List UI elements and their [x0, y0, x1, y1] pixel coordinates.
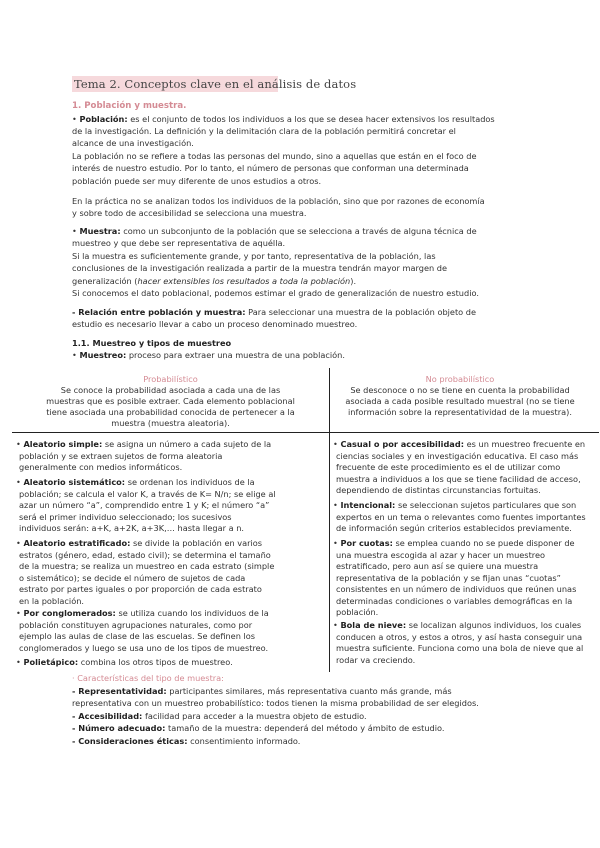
- muestreo-line: • Muestreo: proceso para extraer una muestra de una población.: [72, 350, 345, 360]
- caract-item-4: - Consideraciones éticas: consentimiento informado.: [72, 736, 301, 746]
- muestreo-label: Muestreo:: [79, 350, 127, 360]
- poblacion-line1: • Población: es el conjunto de todos los individuos a los que se desea hacer extensivos los resultados: [72, 114, 495, 124]
- prob-item-4: • Por conglomerados: se utiliza cuando los individuos de la: [16, 608, 269, 618]
- noprob-desc-1: Se desconoce o no se tiene en cuenta la probabilidad: [350, 385, 570, 395]
- noprob-item-3-text: se emplea cuando no se puede disponer de: [395, 538, 575, 548]
- prob-item-2-text: se ordenan los individuos de la: [127, 477, 255, 487]
- relacion-text: Para seleccionar una muestra de la población objeto de: [248, 307, 477, 317]
- caract-item-2-text: facilidad para acceder a la muestra objeto de estudio.: [144, 711, 367, 721]
- noprob-item-4-label: Bola de nieve:: [340, 620, 407, 630]
- section-heading: 1. Población y muestra.: [72, 101, 187, 111]
- relacion-line1: - Relación entre población y muestra: Para seleccionar una muestra de la población objeto de: [72, 307, 477, 317]
- prob-desc-1: Se conoce la probabilidad asociada a cada una de las: [60, 385, 281, 395]
- noprob-item-4-text: se localizan algunos individuos, los cuales: [408, 620, 582, 630]
- prob-item-4-label: Por conglomerados:: [23, 608, 116, 618]
- relacion-label: Relación entre población y muestra:: [78, 307, 246, 317]
- prob-desc-2: muestras que es posible extraer. Cada elemento poblacional: [46, 396, 295, 406]
- muestra-line5: [72, 275, 356, 287]
- prob-desc-4: muestra (muestra aleatoria).: [111, 418, 230, 428]
- para2-line1: En la práctica no se analizan todos los individuos de la población, sino que por razones de economía: [72, 196, 485, 206]
- noprob-item-2-line3: de información según criterios establecidos previamente.: [336, 523, 572, 533]
- prob-item-5-text: combina los otros tipos de muestreo.: [80, 657, 233, 667]
- prob-item-2-line4: será el primer individuo seleccionado; los sucesivos: [19, 512, 232, 522]
- noprob-item-4-line4: rodar va creciendo.: [336, 655, 416, 665]
- prob-item-1-label: Aleatorio simple:: [23, 439, 103, 449]
- prob-item-2: • Aleatorio sistemático: se ordenan los individuos de la: [16, 477, 255, 487]
- muestreo-text: proceso para extraer una muestra de una población.: [128, 350, 345, 360]
- noprob-item-2-line2: expertos en un tema o relevantes como fuentes importantes: [336, 512, 586, 522]
- muestra-line1: • Muestra: como un subconjunto de la población que se selecciona a través de alguna técnica de: [72, 226, 477, 236]
- caract-item-1: - Representatividad: participantes similares, más representativa cuanto más grande, más: [72, 686, 452, 696]
- noprob-item-4-line2: conducen a otros, y estos a otros, y así hasta conseguir una: [336, 632, 583, 642]
- prob-item-1-line3: generalmente con medios informáticos.: [19, 462, 183, 472]
- prob-desc-3: tiene asociada una probabilidad conocida de pertenecer a la: [46, 407, 295, 417]
- muestra-line6: Si conocemos el dato poblacional, podemos estimar el grado de generalización de nuestro estudio.: [72, 288, 479, 298]
- noprob-header: No probabilístico: [425, 374, 495, 384]
- prob-item-5-label: Polietápico:: [23, 657, 79, 667]
- prob-item-4-text: se utiliza cuando los individuos de la: [118, 608, 269, 618]
- prob-item-4-line2: población constituyen agrupaciones naturales, como por: [19, 620, 253, 630]
- prob-item-3-label: Aleatorio estratificado:: [23, 538, 131, 548]
- noprob-item-3-label: Por cuotas:: [340, 538, 393, 548]
- caract-item-2: - Accesibilidad: facilidad para acceder a la muestra objeto de estudio.: [72, 711, 367, 721]
- muestra-line4: conclusiones de la investigación realizada a partir de la muestra tendrán mayor margen de: [72, 263, 448, 273]
- noprob-item-2-label: Intencional:: [340, 500, 396, 510]
- poblacion-line2: de la investigación. La definición y la delimitación clara de la población permitirá concretar el: [72, 126, 456, 136]
- para2-line2: y sobre todo de accesibilidad se selecciona una muestra.: [72, 208, 307, 218]
- muestra-line3: Si la muestra es suficientemente grande, y por tanto, representativa de la población, las: [72, 251, 436, 261]
- caract-item-4-label: Consideraciones éticas:: [78, 736, 188, 746]
- muestra-label: Muestra:: [79, 226, 121, 236]
- noprob-item-3-line5: consistentes en un número de individuos que reúnen unas: [336, 584, 577, 594]
- prob-item-1-text: se asigna un número a cada sujeto de la: [104, 439, 272, 449]
- noprob-item-3-line3: estratificado, pero aun así se quiere una muestra: [336, 561, 539, 571]
- prob-item-2-line5: individuos serán: a+K, a+2K, a+3K,… hasta llegar a n.: [19, 523, 245, 533]
- noprob-desc-3: información sobre la representatividad de la muestra).: [348, 407, 572, 417]
- prob-item-3-line3: de la muestra; se realiza un muestreo en cada estrato (simple: [19, 561, 275, 571]
- muestra-line5-italic: hacer extensibles los resultados a toda la población: [137, 276, 351, 286]
- para1-line2: interés de nuestro estudio. Por lo tanto, el número de personas que conforman una determinada: [72, 163, 469, 173]
- caract-item-2-label: Accesibilidad:: [78, 711, 143, 721]
- poblacion-line3: alcance de una investigación.: [72, 138, 194, 148]
- prob-item-3-line4: o sistemático); se decide el número de sujetos de cada: [19, 573, 246, 583]
- noprob-item-4-line3: muestra suficiente. Funciona como una bola de nieve que al: [336, 643, 584, 653]
- title-highlight: [72, 76, 357, 92]
- prob-item-1-line2: población y se extraen sujetos de forma aleatoria: [19, 451, 223, 461]
- noprob-item-1-line3: frecuente de este procedimiento es el de utilizar como: [336, 462, 561, 472]
- muestra-line5-start: generalización (: [72, 276, 138, 286]
- caracteristicas-heading: · Características del tipo de muestra:: [72, 673, 224, 683]
- prob-item-4-line3: ejemplo las aulas de clase de las escuelas. Se definen los: [19, 631, 256, 641]
- page-title: Tema 2. Conceptos clave en el análisis de datos: [74, 77, 357, 91]
- poblacion-text: es el conjunto de todos los individuos a los que se desea hacer extensivos los resultados: [130, 114, 495, 124]
- relacion-line2: estudio es necesario llevar a cabo un proceso denominado muestreo.: [72, 319, 358, 329]
- caract-item-4-text: consentimiento informado.: [190, 736, 301, 746]
- prob-header: Probabilístico: [143, 374, 198, 384]
- table-rule: [12, 432, 599, 433]
- noprob-item-1-label: Casual o por accesibilidad:: [340, 439, 464, 449]
- prob-item-1: • Aleatorio simple: se asigna un número a cada sujeto de la: [16, 439, 272, 449]
- caract-item-1-label: Representatividad:: [78, 686, 167, 696]
- noprob-item-2-text: se seleccionan sujetos particulares que son: [397, 500, 577, 510]
- noprob-item-1: • Casual o por accesibilidad: es un muestreo frecuente en: [333, 439, 586, 449]
- subsection-heading: 1.1. Muestreo y tipos de muestreo: [72, 338, 232, 348]
- prob-item-2-label: Aleatorio sistemático:: [23, 477, 126, 487]
- prob-item-2-line3: azar un número “a”, comprendido entre 1 y K; el número “a”: [19, 500, 270, 510]
- prob-item-2-line2: población; se calcula el valor K, a través de K= N/n; se elige al: [19, 489, 276, 499]
- caract-item-3-text: tamaño de la muestra: dependerá del método y ámbito de estudio.: [168, 723, 445, 733]
- caract-item-1-line2: representativa con un muestreo probabilístico: todos tienen la misma probabilidad de ser elegidos.: [72, 698, 479, 708]
- poblacion-label: Población:: [79, 114, 128, 124]
- caract-item-1-text: participantes similares, más representativa cuanto más grande, más: [169, 686, 452, 696]
- muestra-text: como un subconjunto de la población que se selecciona a través de alguna técnica de: [123, 226, 477, 236]
- para1-line3: población puede ser muy diferente de unos estudios a otros.: [72, 176, 322, 186]
- noprob-item-3-line7: población.: [336, 607, 379, 617]
- prob-item-3-line2: estratos (género, edad, estado civil); se determina el tamaño: [19, 550, 271, 560]
- muestra-line2: muestreo y que debe ser representativa de aquélla.: [72, 238, 286, 248]
- noprob-item-1-line5: dependiendo de distintas circunstancias fortuitas.: [336, 485, 541, 495]
- caracteristicas-heading-text: Características del tipo de muestra:: [77, 673, 224, 683]
- noprob-item-3-line6: determinadas condiciones o variables demográficas en la: [336, 596, 573, 606]
- prob-item-5: • Polietápico: combina los otros tipos de muestreo.: [16, 657, 233, 667]
- prob-item-3: • Aleatorio estratificado: se divide la población en varios: [16, 538, 263, 548]
- para1-line1: La población no se refiere a todas las personas del mundo, sino a aquellas que están en el foco de: [72, 151, 477, 161]
- prob-item-3-text: se divide la población en varios: [132, 538, 263, 548]
- noprob-item-1-line4: muestra a individuos a los que se tiene facilidad de acceso,: [336, 474, 581, 484]
- prob-item-3-line5: estrato por partes iguales o por proporción de cada estrato: [19, 584, 262, 594]
- prob-item-3-line6: en la población.: [19, 596, 84, 606]
- noprob-item-4: • Bola de nieve: se localizan algunos individuos, los cuales: [333, 620, 582, 630]
- caract-item-3: - Número adecuado: tamaño de la muestra: dependerá del método y ámbito de estudio.: [72, 723, 445, 733]
- noprob-item-1-text: es un muestreo frecuente en: [466, 439, 586, 449]
- muestra-line5-end: ).: [350, 276, 357, 286]
- noprob-item-3-line2: una muestra escogida al azar y hacer un muestreo: [336, 550, 546, 560]
- noprob-item-2: • Intencional: se seleccionan sujetos particulares que son: [333, 500, 577, 510]
- prob-item-4-line4: conglomerados y luego se usa uno de los tipos de muestreo.: [19, 643, 269, 653]
- noprob-item-3: • Por cuotas: se emplea cuando no se puede disponer de: [333, 538, 575, 548]
- noprob-desc-2: asociada a cada posible resultado muestral (no se tiene: [345, 396, 575, 406]
- noprob-item-1-line2: ciencias sociales y en investigación educativa. El caso más: [336, 451, 579, 461]
- noprob-item-3-line4: representativa de la población y se fijan unas “cuotas”: [336, 573, 561, 583]
- caract-item-3-label: Número adecuado:: [78, 723, 166, 733]
